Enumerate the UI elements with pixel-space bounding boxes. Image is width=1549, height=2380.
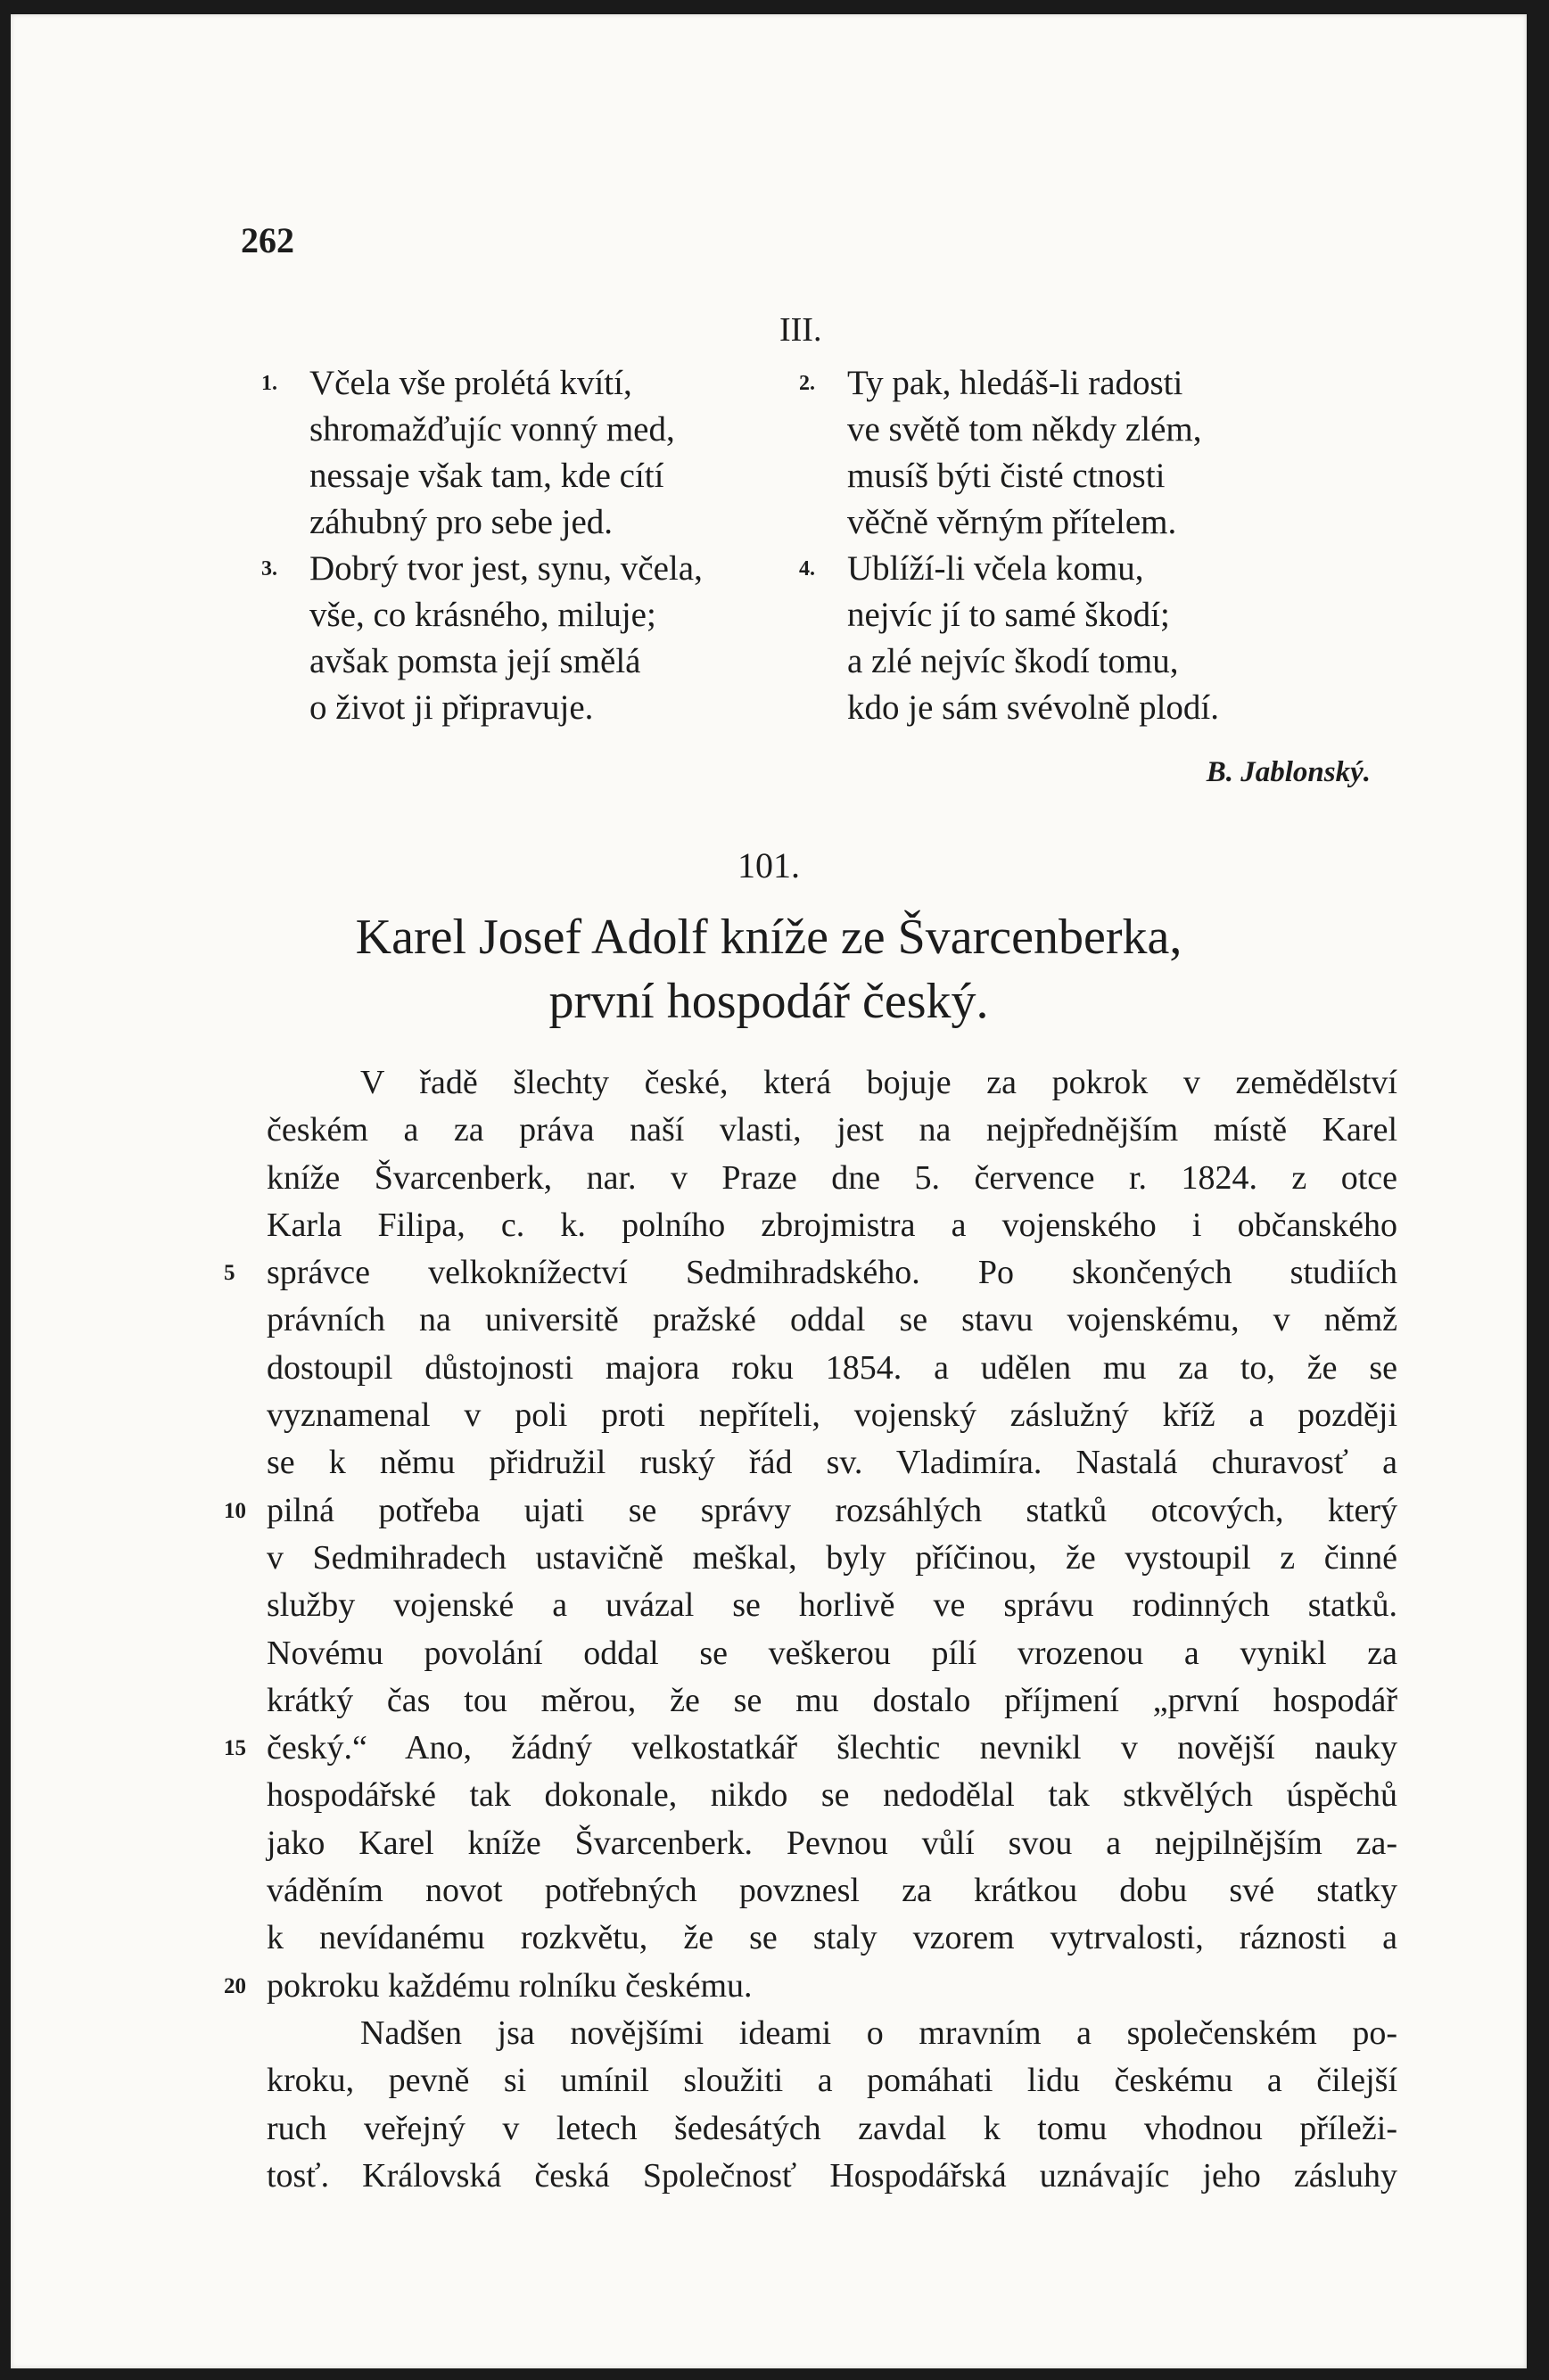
poem-line: Ublíží-li včela komu,	[847, 549, 1144, 588]
line-number: 15	[224, 1736, 246, 1761]
body-line: k nevídanému rozkvětu, že se staly vzorem vytrvalosti, ráznosti a	[267, 1919, 1397, 1957]
line-number: 10	[224, 1498, 246, 1523]
body-line: vyznamenal v poli proti nepříteli, vojenský záslužný kříž a později	[267, 1396, 1397, 1435]
body-line: tosť. Královská česká Společnosť Hospodářská uznávajíc jeho zásluhy	[267, 2156, 1397, 2195]
poem-line: avšak pomsta její smělá	[309, 642, 641, 680]
stanza-number: 1.	[261, 372, 277, 395]
body-line: ruch veřejný v letech šedesátých zavdal k tomu vhodnou příleži-	[267, 2109, 1397, 2147]
poem-line: Včela vše prolétá kvítí,	[309, 364, 632, 402]
poem-line: ve světě tom někdy zlém,	[847, 410, 1202, 449]
body-line: V řadě šlechty české, která bojuje za pokrok v zemědělství	[360, 1064, 1397, 1101]
body-line: hospodářské tak dokonale, nikdo se nedodělal tak stkvělých úspěchů	[267, 1776, 1397, 1815]
article-title-line-1: Karel Josef Adolf kníže ze Švarcenberka,	[355, 910, 1182, 965]
body-line: 10 pilná potřeba ujati se správy rozsáhlých statků otcových, který	[267, 1487, 1397, 1535]
stanza-2	[785, 360, 1409, 546]
poem-line: Ty pak, hledáš-li radosti	[847, 364, 1183, 402]
poem-line: a zlé nejvíc škodí tomu,	[847, 642, 1179, 680]
body-line: 5 správce velkoknížectví Sedmihradského. Po skončených studiích	[267, 1249, 1397, 1297]
book-page	[11, 14, 1527, 2368]
poem-line: musíš býti čisté ctnosti	[847, 457, 1166, 495]
body-line: jako Karel kníže Švarcenberk. Pevnou vůlí svou a nejpilnějším za-	[267, 1824, 1397, 1862]
body-line: krátký čas tou měrou, že se mu dostalo příjmení „první hospodář	[267, 1681, 1397, 1719]
body-line: v Sedmihradech ustavičně meškal, byly příčinou, že vystoupil z činné	[267, 1538, 1397, 1577]
stanza-1	[247, 360, 818, 546]
body-line: váděním novot potřebných povznesl za krátkou dobu své statky	[267, 1872, 1397, 1910]
body-line: se k němu přidružil ruský řád sv. Vladimíra. Nastalá churavosť a	[267, 1444, 1397, 1482]
body-line: Karla Filipa, c. k. polního zbrojmistra a vojenského i občanského	[267, 1206, 1397, 1244]
poem-column-left	[247, 360, 818, 731]
stanza-4	[785, 546, 1409, 731]
stanza-number: 2.	[799, 372, 815, 395]
body-line: českém a za práva naší vlasti, jest na nejpřednějším místě Karel	[267, 1111, 1397, 1149]
page-number: 262	[241, 220, 294, 260]
section-number: III.	[779, 311, 822, 349]
stanza-3	[247, 546, 818, 731]
poem-line: nessaje však tam, kde cítí	[309, 457, 664, 495]
article-title-line-2: první hospodář český.	[548, 974, 989, 1029]
body-line: kníže Švarcenberk, nar. v Praze dne 5. července r. 1824. z otce	[267, 1158, 1397, 1197]
article-number: 101.	[737, 845, 800, 885]
poem-line: nejvíc jí to samé škodí;	[847, 596, 1170, 634]
body-line: kroku, pevně si umínil sloužiti a pomáhati lidu českému a čilejší	[267, 2062, 1397, 2100]
poem-line: vše, co krásného, miluje;	[309, 596, 656, 634]
body-line: 15 český.“ Ano, žádný velkostatkář šlechtic nevnikl v novější nauky	[267, 1725, 1397, 1772]
body-line: 20 pokroku každému rolníku českému.	[267, 1963, 1397, 2010]
body-line: právních na universitě pražské oddal se stavu vojenskému, v němž	[267, 1301, 1397, 1339]
line-number: 5	[224, 1261, 235, 1286]
poem-author: B. Jablonský.	[1206, 756, 1371, 788]
poem-line: záhubný pro sebe jed.	[309, 503, 614, 541]
stanza-number: 3.	[261, 557, 277, 581]
poem-line: o život ji připravuje.	[309, 688, 594, 727]
line-number: 20	[224, 1973, 246, 1998]
poem-line: kdo je sám svévolně plodí.	[847, 688, 1220, 727]
body-line: Novému povolání oddal se veškerou pílí vrozenou a vynikl za	[267, 1634, 1397, 1672]
body-line: služby vojenské a uvázal se horlivě ve správu rodinných statků.	[267, 1586, 1397, 1625]
body-line: dostoupil důstojnosti majora roku 1854. a udělen mu za to, že se	[267, 1348, 1397, 1387]
stanza-number: 4.	[799, 557, 815, 581]
poem-line: Dobrý tvor jest, synu, včela,	[309, 549, 703, 588]
poem-column-right	[785, 360, 1409, 731]
poem-line: shromažďujíc vonný med,	[309, 410, 675, 449]
poem-line: věčně věrným přítelem.	[847, 503, 1177, 541]
body-line: Nadšen jsa novějšími ideami o mravním a společenském po-	[360, 2014, 1397, 2052]
article-body	[224, 1059, 1397, 2200]
